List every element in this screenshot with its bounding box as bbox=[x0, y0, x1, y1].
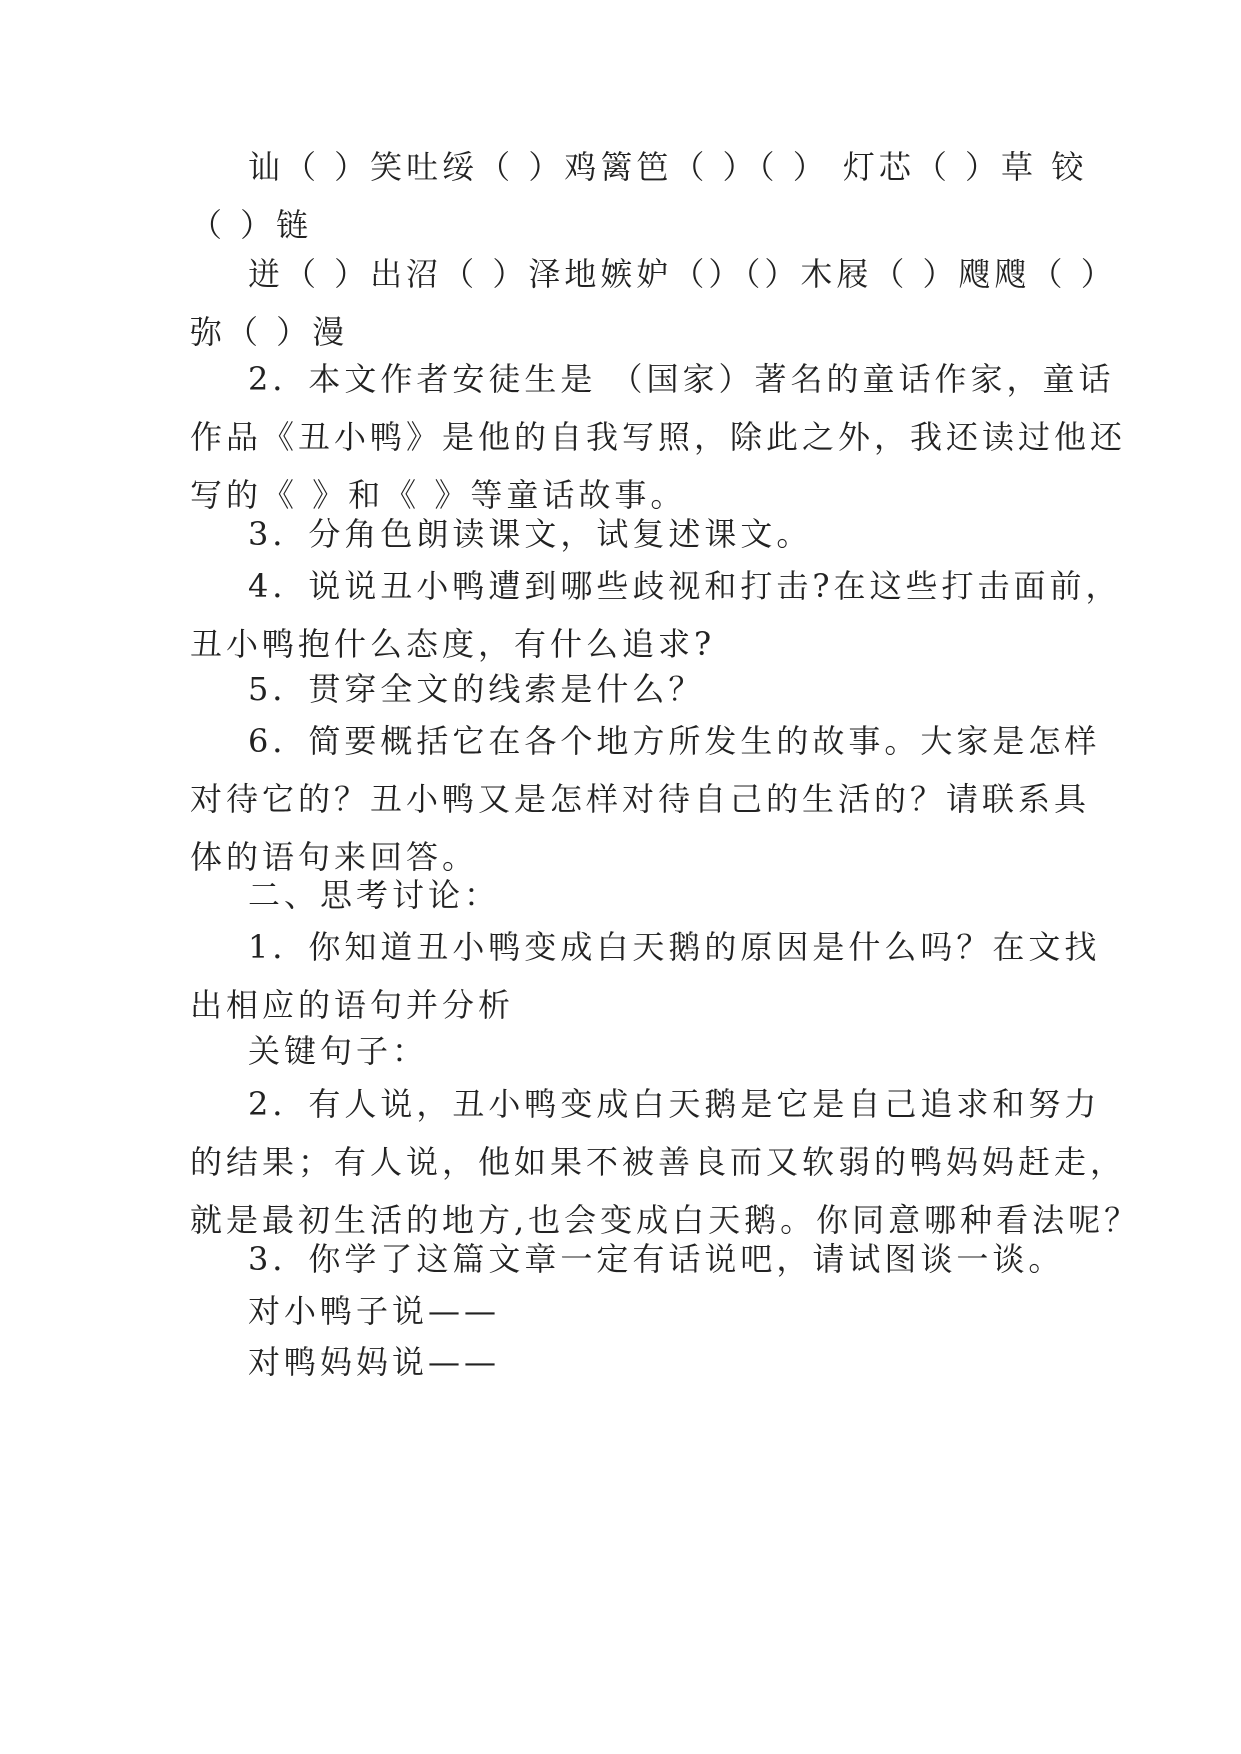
text-line: 讪（ ）笑吐绥（ ）鸡篱笆（ ）（ ） 灯芯（ ）草 铰 bbox=[248, 148, 1088, 186]
text-line: 二、思考讨论： bbox=[248, 876, 501, 914]
section-heading bbox=[190, 866, 1070, 924]
text-line: 关键句子： bbox=[248, 1032, 429, 1070]
text-line: （ ）链 bbox=[190, 206, 313, 244]
text-line: 5．贯穿全文的线索是什么？ bbox=[248, 670, 705, 708]
text-line: 出相应的语句并分析 bbox=[190, 986, 515, 1024]
text-line: 就是最初生活的地方,也会变成白天鹅。你同意哪种看法呢？ bbox=[190, 1201, 1141, 1239]
text-line: 对待它的？丑小鸭又是怎样对待自己的生活的？请联系具 bbox=[190, 780, 1091, 818]
text-line: 6．简要概括它在各个地方所发生的故事。大家是怎样 bbox=[248, 722, 1101, 760]
key-sentence-label bbox=[190, 1022, 1070, 1080]
text-line: 4．说说丑小鸭遭到哪些歧视和打击?在这些打击面前， bbox=[248, 567, 1122, 605]
question-2 bbox=[190, 350, 1127, 524]
text-line: 弥（ ）漫 bbox=[190, 313, 349, 351]
question-5 bbox=[190, 660, 1070, 718]
text-line: 迸（ ）出沼（ ）泽地嫉妒（）（）木屐（ ）飕飕（ ） bbox=[248, 255, 1117, 293]
question-4 bbox=[190, 557, 1122, 673]
discussion-2 bbox=[190, 1075, 1141, 1249]
vocab-line-2 bbox=[190, 245, 1117, 361]
text-line: 3．你学了这篇文章一定有话说吧，请试图谈一谈。 bbox=[248, 1240, 1065, 1278]
text-line: 对鸭妈妈说—— bbox=[248, 1343, 501, 1381]
vocab-line-1 bbox=[190, 138, 1088, 254]
text-line: 2．有人说，丑小鸭变成白天鹅是它是自己追求和努力 bbox=[248, 1085, 1101, 1123]
discussion-3 bbox=[190, 1230, 1070, 1288]
text-line: 丑小鸭抱什么态度，有什么追求? bbox=[190, 625, 716, 663]
question-3 bbox=[190, 505, 1070, 563]
text-line: 2．本文作者安徒生是 （国家）著名的童话作家，童话 bbox=[248, 360, 1115, 398]
text-line: 体的语句来回答。 bbox=[190, 838, 479, 876]
text-line: 1．你知道丑小鸭变成白天鹅的原因是什么吗？在文找 bbox=[248, 928, 1101, 966]
text-line: 作品《丑小鸭》是他的自我写照，除此之外，我还读过他还 bbox=[190, 418, 1127, 456]
text-line: 对小鸭子说—— bbox=[248, 1292, 501, 1330]
say-to-duckling bbox=[190, 1282, 1070, 1340]
text-line: 写的《 》和《 》等童话故事。 bbox=[190, 476, 687, 514]
say-to-mother-duck bbox=[190, 1333, 1070, 1391]
question-6 bbox=[190, 712, 1101, 886]
discussion-1 bbox=[190, 918, 1101, 1034]
text-line: 3．分角色朗读课文，试复述课文。 bbox=[248, 515, 813, 553]
text-line: 的结果；有人说，他如果不被善良而又软弱的鸭妈妈赶走， bbox=[190, 1143, 1127, 1181]
